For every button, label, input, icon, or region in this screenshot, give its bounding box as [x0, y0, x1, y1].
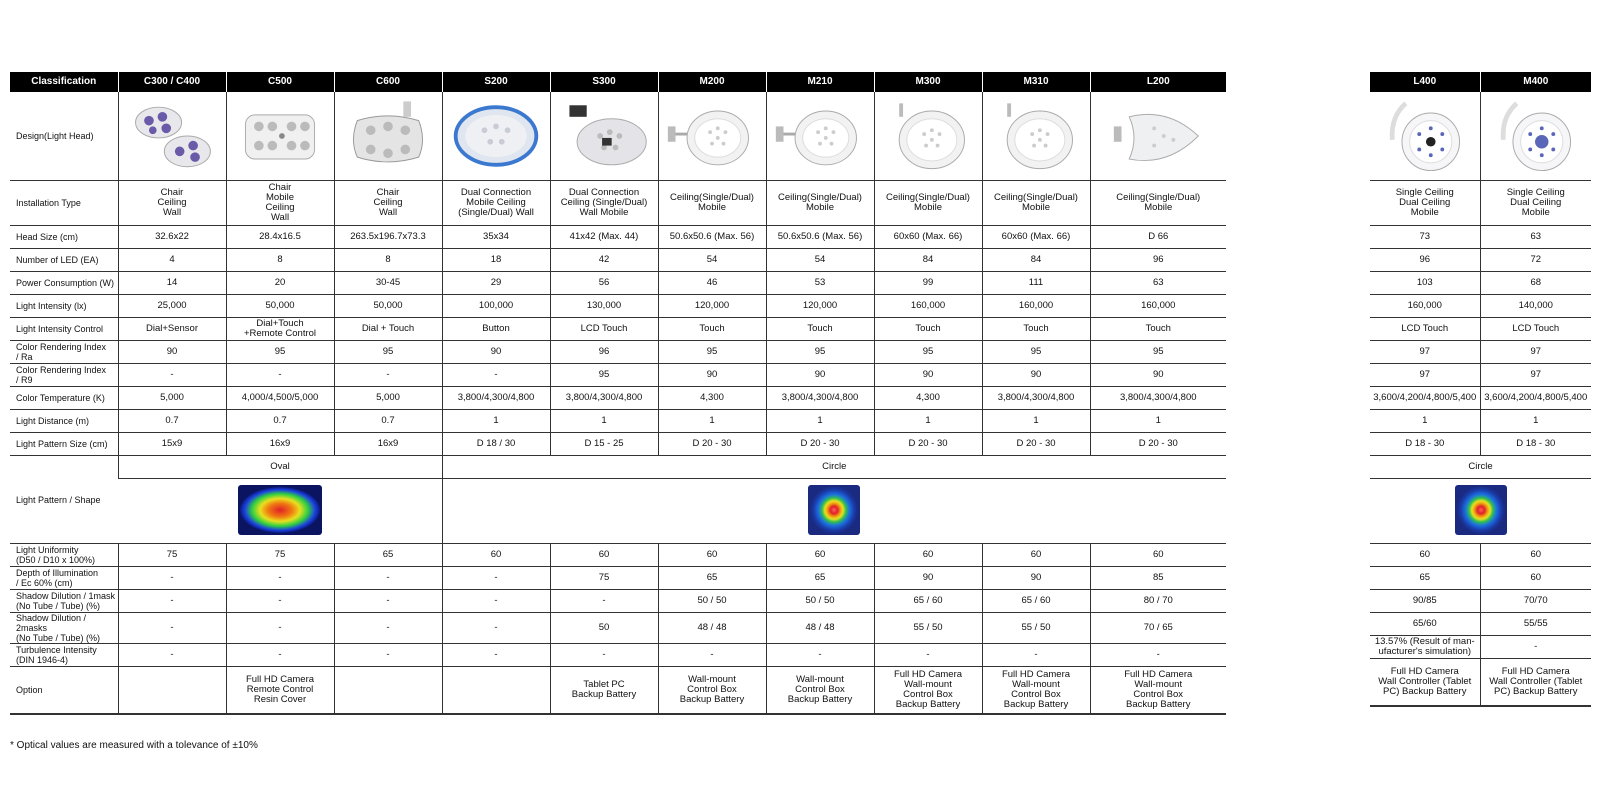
cell: 120,000	[658, 295, 766, 318]
cell: 160,000	[1370, 295, 1480, 318]
cell: 20	[226, 272, 334, 295]
row-installation-type	[1370, 181, 1591, 226]
cell: 95	[766, 341, 874, 364]
lamp-image-m200	[658, 92, 766, 181]
oval-pattern-image	[118, 479, 442, 544]
cell: 3,800/4,300/4,800	[550, 387, 658, 410]
cell: Tablet PC Backup Battery	[550, 667, 658, 715]
cell: 97	[1480, 341, 1591, 364]
cell: 97	[1370, 341, 1480, 364]
cell: -	[118, 613, 226, 644]
cell: 65/60	[1370, 613, 1480, 636]
cell: 130,000	[550, 295, 658, 318]
cell	[334, 667, 442, 715]
cell: Chair Mobile Ceiling Wall	[226, 181, 334, 226]
cell: 3,600/4,200/4,800/5,400	[1480, 387, 1591, 410]
cell: 96	[1370, 249, 1480, 272]
cell: 8	[334, 249, 442, 272]
cell: 72	[1480, 249, 1591, 272]
row-label: Color Rendering Index / R9	[10, 364, 118, 387]
cell: Ceiling(Single/Dual) Mobile	[1090, 181, 1226, 226]
cell: 63	[1090, 272, 1226, 295]
cell: Dual Connection Mobile Ceiling (Single/Dual) Wall	[442, 181, 550, 226]
cell: LCD Touch	[550, 318, 658, 341]
cell: Dial+Sensor	[118, 318, 226, 341]
cell: 263.5x196.7x73.3	[334, 226, 442, 249]
cell: 50 / 50	[658, 590, 766, 613]
cell: 90	[874, 567, 982, 590]
model-header-m210: M210	[766, 72, 874, 92]
cell: Wall-mount Control Box Backup Battery	[766, 667, 874, 715]
cell: 100,000	[442, 295, 550, 318]
cell: 70/70	[1480, 590, 1591, 613]
cell: 18	[442, 249, 550, 272]
lamp-image-m300	[874, 92, 982, 181]
row-color-rendering-index-ra	[10, 341, 1226, 364]
spec-table-main	[10, 72, 1226, 715]
row-light-uniformity-d50-d10-x-100	[10, 544, 1226, 567]
cell: 41x42 (Max. 44)	[550, 226, 658, 249]
cell: D 20 - 30	[874, 433, 982, 456]
cell: 73	[1370, 226, 1480, 249]
cell: -	[334, 590, 442, 613]
cell: Single Ceiling Dual Ceiling Mobile	[1370, 181, 1480, 226]
cell: Dial+Touch +Remote Control	[226, 318, 334, 341]
row-light-pattern-image	[10, 479, 1226, 544]
cell: 3,600/4,200/4,800/5,400	[1370, 387, 1480, 410]
cell: 90	[658, 364, 766, 387]
cell: 16x9	[226, 433, 334, 456]
cell: Touch	[658, 318, 766, 341]
model-header-s200: S200	[442, 72, 550, 92]
cell: Ceiling(Single/Dual) Mobile	[658, 181, 766, 226]
cell: 60	[874, 544, 982, 567]
cell: -	[442, 613, 550, 644]
cell: Full HD Camera Wall-mount Control Box Backup Battery	[1090, 667, 1226, 715]
row-light-intensity-control	[10, 318, 1226, 341]
cell: -	[334, 364, 442, 387]
header-row	[10, 72, 1226, 92]
cell: 60x60 (Max. 66)	[874, 226, 982, 249]
row-color-temperature-k	[1370, 387, 1591, 410]
cell: -	[442, 364, 550, 387]
cell: 95	[334, 341, 442, 364]
header-row-right	[1370, 72, 1591, 92]
lamp-image-c500	[226, 92, 334, 181]
cell: D 18 - 30	[1480, 433, 1591, 456]
row-number-of-led-ea	[1370, 249, 1591, 272]
row-installation-type	[10, 181, 1226, 226]
cell: Dial + Touch	[334, 318, 442, 341]
row-head-size-cm	[10, 226, 1226, 249]
model-header-m400: M400	[1480, 72, 1591, 92]
cell: 1	[1480, 410, 1591, 433]
cell: 14	[118, 272, 226, 295]
cell: 75	[550, 567, 658, 590]
cell: 1	[1090, 410, 1226, 433]
cell: D 20 - 30	[766, 433, 874, 456]
cell: 13.57% (Result of man- ufacturer's simulation)	[1370, 636, 1480, 659]
cell: -	[442, 567, 550, 590]
cell: D 20 - 30	[982, 433, 1090, 456]
cell: 15x9	[118, 433, 226, 456]
row-light-pattern-image	[1370, 479, 1591, 544]
cell: 55 / 50	[982, 613, 1090, 644]
cell: -	[226, 364, 334, 387]
cell: 95	[658, 341, 766, 364]
row-label: Shadow Dilution / 1mask (No Tube / Tube) (%)	[10, 590, 118, 613]
cell: -	[334, 644, 442, 667]
row-shadow-dilution-1mask-no-tube-tube	[10, 590, 1226, 613]
cell	[118, 667, 226, 715]
cell: 97	[1370, 364, 1480, 387]
lamp-image-m310	[982, 92, 1090, 181]
cell: 50,000	[334, 295, 442, 318]
cell: 3,800/4,300/4,800	[982, 387, 1090, 410]
cell: 3,800/4,300/4,800	[442, 387, 550, 410]
row-depth-of-illumination-ec-60-cm	[10, 567, 1226, 590]
model-header-m300: M300	[874, 72, 982, 92]
cell: 160,000	[982, 295, 1090, 318]
cell: 63	[1480, 226, 1591, 249]
row-depth-of-illumination-ec-60-cm	[1370, 567, 1591, 590]
cell: 5,000	[118, 387, 226, 410]
model-header-m200: M200	[658, 72, 766, 92]
cell: 1	[658, 410, 766, 433]
cell: 65	[1370, 567, 1480, 590]
cell: 90	[766, 364, 874, 387]
lamp-image-s200	[442, 92, 550, 181]
row-label: Light Intensity (lx)	[10, 295, 118, 318]
cell: -	[442, 590, 550, 613]
cell: Full HD Camera Wall Controller (Tablet PC) Backup Battery	[1370, 659, 1480, 707]
row-light-intensity-lx	[1370, 295, 1591, 318]
cell: 90	[874, 364, 982, 387]
cell: 1	[442, 410, 550, 433]
cell: 90/85	[1370, 590, 1480, 613]
cell: 42	[550, 249, 658, 272]
row-label: Power Consumption (W)	[10, 272, 118, 295]
model-header-c300-c400: C300 / C400	[118, 72, 226, 92]
model-header-l200: L200	[1090, 72, 1226, 92]
model-header-c500: C500	[226, 72, 334, 92]
cell: Ceiling(Single/Dual) Mobile	[766, 181, 874, 226]
row-turbulence-intensity-din-1946-4	[10, 644, 1226, 667]
cell: 50.6x50.6 (Max. 56)	[766, 226, 874, 249]
cell: 60x60 (Max. 66)	[982, 226, 1090, 249]
cell: 90	[118, 341, 226, 364]
lamp-image-m210	[766, 92, 874, 181]
cell: Ceiling(Single/Dual) Mobile	[982, 181, 1090, 226]
cell: 120,000	[766, 295, 874, 318]
row-light-pattern-shape	[1370, 456, 1591, 479]
classification-header: Classification	[10, 72, 118, 92]
cell: 65	[334, 544, 442, 567]
row-label: Color Rendering Index / Ra	[10, 341, 118, 364]
cell: 160,000	[874, 295, 982, 318]
cell: 75	[226, 544, 334, 567]
cell: 25,000	[118, 295, 226, 318]
cell: 50.6x50.6 (Max. 56)	[658, 226, 766, 249]
row-label: Number of LED (EA)	[10, 249, 118, 272]
row-light-intensity-lx	[10, 295, 1226, 318]
cell: 1	[982, 410, 1090, 433]
row-label: Light Pattern / Shape	[10, 456, 118, 544]
lamp-image-l400	[1370, 92, 1480, 181]
cell: 55 / 50	[874, 613, 982, 644]
cell: -	[982, 644, 1090, 667]
cell: Full HD Camera Wall Controller (Tablet PC) Backup Battery	[1480, 659, 1591, 707]
row-color-rendering-index-r9	[1370, 364, 1591, 387]
cell: 50 / 50	[766, 590, 874, 613]
cell: 97	[1480, 364, 1591, 387]
row-shadow-dilution-1mask-no-tube-tube	[1370, 590, 1591, 613]
cell: 68	[1480, 272, 1591, 295]
shape-circle-label: Circle	[1370, 456, 1591, 479]
cell: 111	[982, 272, 1090, 295]
cell: 3,800/4,300/4,800	[766, 387, 874, 410]
cell: 1	[874, 410, 982, 433]
cell: Button	[442, 318, 550, 341]
cell: Full HD Camera Wall-mount Control Box Backup Battery	[982, 667, 1090, 715]
cell: 4	[118, 249, 226, 272]
cell: -	[658, 644, 766, 667]
model-header-m310: M310	[982, 72, 1090, 92]
cell: -	[874, 644, 982, 667]
cell: -	[118, 567, 226, 590]
cell: 1	[766, 410, 874, 433]
lamp-image-c300-c400	[118, 92, 226, 181]
cell: 48 / 48	[658, 613, 766, 644]
model-header-l400: L400	[1370, 72, 1480, 92]
cell: -	[1090, 644, 1226, 667]
row-light-pattern-size-cm	[1370, 433, 1591, 456]
cell: 1	[550, 410, 658, 433]
cell: 29	[442, 272, 550, 295]
cell: -	[118, 590, 226, 613]
cell: -	[550, 644, 658, 667]
cell: 4,300	[874, 387, 982, 410]
cell: 4,300	[658, 387, 766, 410]
row-option	[10, 667, 1226, 715]
cell: 60	[1480, 567, 1591, 590]
cell: -	[226, 567, 334, 590]
cell: 55/55	[1480, 613, 1591, 636]
row-light-pattern-size-cm	[10, 433, 1226, 456]
cell: -	[766, 644, 874, 667]
cell: -	[118, 364, 226, 387]
cell: 140,000	[1480, 295, 1591, 318]
cell: 65	[658, 567, 766, 590]
cell: 0.7	[118, 410, 226, 433]
cell: Chair Ceiling Wall	[118, 181, 226, 226]
cell: 4,000/4,500/5,000	[226, 387, 334, 410]
cell: Touch	[766, 318, 874, 341]
shape-circle-label: Circle	[442, 456, 1226, 479]
cell: 84	[874, 249, 982, 272]
lamp-image-c600	[334, 92, 442, 181]
row-turbulence-intensity-din-1946-4	[1370, 636, 1591, 659]
cell: 60	[550, 544, 658, 567]
cell: 16x9	[334, 433, 442, 456]
cell: 90	[982, 364, 1090, 387]
cell: 5,000	[334, 387, 442, 410]
cell: Touch	[982, 318, 1090, 341]
cell: 99	[874, 272, 982, 295]
cell: D 20 - 30	[658, 433, 766, 456]
cell: 60	[1480, 544, 1591, 567]
cell: 95	[982, 341, 1090, 364]
cell: D 15 - 25	[550, 433, 658, 456]
cell: 32.6x22	[118, 226, 226, 249]
cell: Dual Connection Ceiling (Single/Dual) Wall Mobile	[550, 181, 658, 226]
cell: 85	[1090, 567, 1226, 590]
cell: 50,000	[226, 295, 334, 318]
cell: 53	[766, 272, 874, 295]
row-color-rendering-index-r9	[10, 364, 1226, 387]
cell: Touch	[874, 318, 982, 341]
cell: 60	[766, 544, 874, 567]
row-label: Turbulence Intensity (DIN 1946-4)	[10, 644, 118, 667]
cell: Full HD Camera Wall-mount Control Box Backup Battery	[874, 667, 982, 715]
row-label: Installation Type	[10, 181, 118, 226]
cell: -	[226, 644, 334, 667]
row-label: Depth of Illumination / Ec 60% (cm)	[10, 567, 118, 590]
shape-oval-label: Oval	[118, 456, 442, 479]
row-design-light-head	[10, 92, 1226, 181]
cell: Full HD Camera Remote Control Resin Cover	[226, 667, 334, 715]
cell: 54	[658, 249, 766, 272]
cell: -	[334, 567, 442, 590]
cell: -	[226, 613, 334, 644]
row-option	[1370, 659, 1591, 707]
cell: 3,800/4,300/4,800	[1090, 387, 1226, 410]
row-color-rendering-index-ra	[1370, 341, 1591, 364]
lamp-image-l200	[1090, 92, 1226, 181]
row-label: Light Uniformity (D50 / D10 x 100%)	[10, 544, 118, 567]
cell: -	[550, 590, 658, 613]
row-light-distance-m	[1370, 410, 1591, 433]
cell: LCD Touch	[1480, 318, 1591, 341]
row-label: Head Size (cm)	[10, 226, 118, 249]
cell: 60	[982, 544, 1090, 567]
cell: 60	[1370, 544, 1480, 567]
row-shadow-dilution-2masks-no-tube-tube	[1370, 613, 1591, 636]
row-label: Shadow Dilution / 2masks (No Tube / Tube) (%)	[10, 613, 118, 644]
cell: 95	[1090, 341, 1226, 364]
cell: -	[1480, 636, 1591, 659]
cell: 103	[1370, 272, 1480, 295]
row-light-pattern-shape	[10, 456, 1226, 479]
row-label: Option	[10, 667, 118, 715]
cell: 56	[550, 272, 658, 295]
cell: 1	[1370, 410, 1480, 433]
spec-table-side	[1370, 72, 1591, 707]
cell: 160,000	[1090, 295, 1226, 318]
cell: 90	[442, 341, 550, 364]
cell: 95	[550, 364, 658, 387]
cell: 75	[118, 544, 226, 567]
cell: -	[334, 613, 442, 644]
cell: D 66	[1090, 226, 1226, 249]
cell: 90	[1090, 364, 1226, 387]
cell: D 20 - 30	[1090, 433, 1226, 456]
cell: 8	[226, 249, 334, 272]
row-light-intensity-control	[1370, 318, 1591, 341]
cell: 84	[982, 249, 1090, 272]
cell: -	[442, 644, 550, 667]
row-power-consumption-w	[1370, 272, 1591, 295]
cell: 80 / 70	[1090, 590, 1226, 613]
cell: Single Ceiling Dual Ceiling Mobile	[1480, 181, 1591, 226]
cell: 65 / 60	[874, 590, 982, 613]
cell: 65	[766, 567, 874, 590]
row-number-of-led-ea	[10, 249, 1226, 272]
footnote: * Optical values are measured with a tolevance of ±10%	[10, 740, 258, 751]
cell: 54	[766, 249, 874, 272]
cell: Wall-mount Control Box Backup Battery	[658, 667, 766, 715]
cell: 90	[982, 567, 1090, 590]
cell: D 18 - 30	[1370, 433, 1480, 456]
cell: LCD Touch	[1370, 318, 1480, 341]
cell: 96	[1090, 249, 1226, 272]
cell: 50	[550, 613, 658, 644]
row-color-temperature-k	[10, 387, 1226, 410]
row-head-size-cm	[1370, 226, 1591, 249]
row-light-distance-m	[10, 410, 1226, 433]
cell: 46	[658, 272, 766, 295]
cell: 60	[1090, 544, 1226, 567]
model-header-s300: S300	[550, 72, 658, 92]
cell: 96	[550, 341, 658, 364]
cell: -	[226, 590, 334, 613]
cell: 60	[442, 544, 550, 567]
cell: Chair Ceiling Wall	[334, 181, 442, 226]
circle-pattern-image	[1370, 479, 1591, 544]
cell: 30-45	[334, 272, 442, 295]
model-header-c600: C600	[334, 72, 442, 92]
lamp-image-s300	[550, 92, 658, 181]
row-label: Design(Light Head)	[10, 92, 118, 181]
cell: 48 / 48	[766, 613, 874, 644]
cell: 0.7	[226, 410, 334, 433]
row-label: Color Temperature (K)	[10, 387, 118, 410]
cell: 0.7	[334, 410, 442, 433]
cell: 28.4x16.5	[226, 226, 334, 249]
circle-pattern-image	[442, 479, 1226, 544]
cell: 95	[874, 341, 982, 364]
row-label: Light Pattern Size (cm)	[10, 433, 118, 456]
cell	[442, 667, 550, 715]
row-label: Light Intensity Control	[10, 318, 118, 341]
row-power-consumption-w	[10, 272, 1226, 295]
cell: 65 / 60	[982, 590, 1090, 613]
row-design-light-head	[1370, 92, 1591, 181]
cell: 95	[226, 341, 334, 364]
cell: 35x34	[442, 226, 550, 249]
lamp-image-m400	[1480, 92, 1591, 181]
cell: Ceiling(Single/Dual) Mobile	[874, 181, 982, 226]
row-label: Light Distance (m)	[10, 410, 118, 433]
cell: 60	[658, 544, 766, 567]
row-shadow-dilution-2masks-no-tube-tube	[10, 613, 1226, 644]
row-light-uniformity-d50-d10-x-100	[1370, 544, 1591, 567]
cell: -	[118, 644, 226, 667]
cell: D 18 / 30	[442, 433, 550, 456]
cell: 70 / 65	[1090, 613, 1226, 644]
cell: Touch	[1090, 318, 1226, 341]
